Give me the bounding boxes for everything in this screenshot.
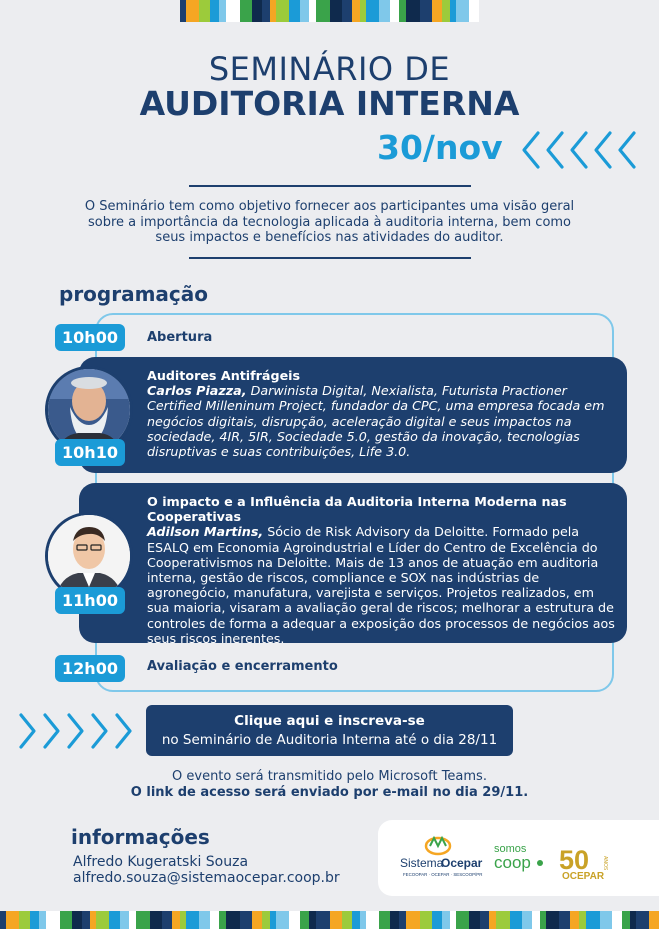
stripe-segment (432, 911, 442, 929)
stripe-segment (406, 0, 420, 22)
sistema-subline: FECOOPAR · OCEPAR · SESCOOP/PR (403, 872, 483, 877)
divider (189, 185, 471, 187)
program-item-text (147, 494, 615, 646)
stripe-segment (210, 0, 219, 22)
stripe-segment (172, 911, 180, 929)
decorative-stripe-top (180, 0, 479, 22)
title-line-1: SEMINÁRIO DE (208, 50, 451, 88)
stripe-segment (120, 911, 129, 929)
stripe-segment (379, 0, 390, 22)
stripe-segment (636, 911, 649, 929)
speaker-name: Carlos Piazza, (147, 383, 247, 399)
stripe-segment (600, 911, 612, 929)
stripe-segment (39, 911, 46, 929)
event-date: 30/nov (377, 128, 503, 167)
stripe-segment (19, 911, 30, 929)
stripe-segment (136, 911, 150, 929)
stripe-segment (456, 911, 469, 929)
stripe-segment (432, 0, 442, 22)
time-badge: 11h00 (55, 587, 125, 614)
stripe-segment (559, 911, 570, 929)
stripe-segment (240, 0, 252, 22)
stripe-segment (150, 911, 162, 929)
stripe-segment (316, 911, 330, 929)
title-line-2: AUDITORIA INTERNA (139, 84, 520, 123)
coop-word: coop (494, 853, 531, 872)
somos-word: somos (494, 843, 527, 855)
stripe-segment (366, 911, 379, 929)
sistema-ocepar-logo (378, 820, 659, 896)
stripe-segment (399, 911, 406, 929)
stripe-segment (546, 911, 559, 929)
contact-email[interactable]: alfredo.souza@sistemaocepar.coop.br (73, 870, 340, 886)
stripe-segment (622, 911, 630, 929)
program-item-title: O impacto e a Influência da Auditoria Interna Moderna nas Cooperativas (147, 494, 567, 525)
stripe-segment (510, 911, 522, 929)
stripe-segment (186, 911, 199, 929)
stripe-segment (262, 911, 270, 929)
stripe-segment (586, 911, 600, 929)
stripe-segment (46, 911, 60, 929)
stripe-segment (252, 911, 262, 929)
register-button-label: Clique aqui e inscreva-se (234, 713, 425, 729)
stripe-segment (219, 0, 226, 22)
stripe-segment (262, 0, 270, 22)
stripe-segment (570, 911, 579, 929)
stripe-segment (342, 911, 352, 929)
program-item-title: Abertura (147, 330, 213, 345)
stripe-segment (399, 0, 406, 22)
anos-word: ANOS (602, 856, 608, 871)
register-button-sublabel: no Seminário de Auditoria Interna até o dia 28/11 (161, 732, 498, 748)
chevrons-left-icon (520, 128, 638, 172)
stripe-segment (300, 0, 309, 22)
stripe-segment (316, 0, 330, 22)
speaker-description: Sócio de Risk Advisory da Deloitte. Formado pela ESALQ em Economia Agroindustrial e Líder do Centro de Excelência do Cooperativismos na Deloitte. Mais de 13 anos de atuação em auditoria interna, gestão de riscos, compliance e SOX nas indústrias de agronegócio, manufatura, varejista e serviços. Projetos realizados, em sua maioria, visaram a avaliação geral de riscos; melhorar a estrutura de controles de forma a adequar a exposição dos processos de negócios aos seus riscos inerentes. (147, 524, 615, 646)
info-heading: informações (71, 825, 210, 849)
stripe-segment (226, 0, 240, 22)
stripe-segment (480, 911, 489, 929)
program-heading: programação (59, 282, 209, 306)
time-badge: 10h10 (55, 439, 125, 466)
stripe-segment (289, 911, 300, 929)
stripe-segment (300, 911, 309, 929)
contact-name: Alfredo Kugeratski Souza (73, 854, 249, 870)
decorative-stripe-bottom (0, 911, 659, 929)
stripe-segment (240, 911, 252, 929)
stripe-segment (379, 911, 390, 929)
stripe-segment (309, 0, 316, 22)
speaker-description: Darwinista Digital, Nexialista, Futurista Practioner Certified Milleninum Project, fundador da CPC, uma empresa focada em negócios digitais, disrupção, aceleração digital e seus impactos na sociedade, 4IR, 5IR, Sociedade 5.0, gestão da inovação, tecnologias disruptivas e suas contribuições, Life 3.0. (147, 383, 605, 460)
stripe-segment (469, 0, 479, 22)
stripe-segment (442, 0, 450, 22)
stripe-segment (30, 911, 39, 929)
stripe-segment (442, 911, 450, 929)
stripe-segment (352, 0, 360, 22)
stripe-segment (496, 911, 510, 929)
ocepar-word: Ocepar (441, 856, 483, 870)
fifty-years-number: 50 (559, 845, 590, 875)
stripe-segment (6, 911, 19, 929)
stripe-segment (489, 911, 496, 929)
access-link-note: O link de acesso será enviado por e-mail no dia 29/11. (130, 785, 529, 800)
stripe-segment (420, 0, 432, 22)
program-item-text (147, 368, 609, 459)
register-button[interactable] (146, 705, 513, 756)
time-badge: 10h00 (55, 324, 125, 351)
stripe-segment (612, 911, 622, 929)
stripe-segment (522, 911, 532, 929)
stripe-segment (366, 0, 379, 22)
stripe-segment (406, 911, 420, 929)
stripe-segment (390, 911, 399, 929)
stripe-segment (469, 911, 480, 929)
chevrons-right-icon (17, 711, 137, 751)
stripe-segment (199, 0, 210, 22)
program-item-title: Avaliação e encerramento (147, 659, 338, 674)
stripe-segment (352, 911, 360, 929)
stripe-segment (390, 0, 399, 22)
stripe-segment (330, 0, 342, 22)
ocepar-anniversary-word: OCEPAR (562, 871, 605, 882)
divider (189, 257, 471, 259)
stripe-segment (309, 911, 316, 929)
stripe-segment (210, 911, 219, 929)
stripe-segment (330, 911, 342, 929)
stripe-segment (60, 911, 72, 929)
stripe-segment (276, 911, 289, 929)
stripe-segment (186, 0, 199, 22)
intro-text: O Seminário tem como objetivo fornecer aos participantes uma visão geral sobre a importância da tecnologia aplicada à auditoria interna, bem como seus impactos e benefícios nas atividades do auditor. (84, 199, 575, 245)
stripe-segment (129, 911, 136, 929)
stripe-segment (72, 911, 82, 929)
stripe-segment (532, 911, 540, 929)
stripe-segment (219, 911, 226, 929)
stripe-segment (420, 911, 432, 929)
stripe-segment (109, 911, 120, 929)
program-item-card (79, 483, 627, 646)
stripe-segment (226, 911, 240, 929)
stripe-segment (649, 911, 659, 929)
time-badge: 12h00 (55, 655, 125, 682)
stripe-segment (199, 911, 210, 929)
program-item-title: Auditores Antifrágeis (147, 368, 301, 383)
stripe-segment (276, 0, 289, 22)
sistema-word: Sistema (400, 856, 444, 870)
stripe-segment (456, 0, 469, 22)
stripe-segment (162, 911, 172, 929)
stripe-segment (289, 0, 300, 22)
stripe-segment (252, 0, 262, 22)
stripe-segment (82, 911, 90, 929)
broadcast-note: O evento será transmitido pelo Microsoft Teams. (172, 769, 487, 784)
partner-logos (378, 820, 659, 896)
speaker-name: Adilson Martins, (147, 524, 264, 540)
stripe-segment (96, 911, 109, 929)
stripe-segment (342, 0, 352, 22)
program-item-card (79, 357, 627, 473)
stripe-segment (579, 911, 586, 929)
